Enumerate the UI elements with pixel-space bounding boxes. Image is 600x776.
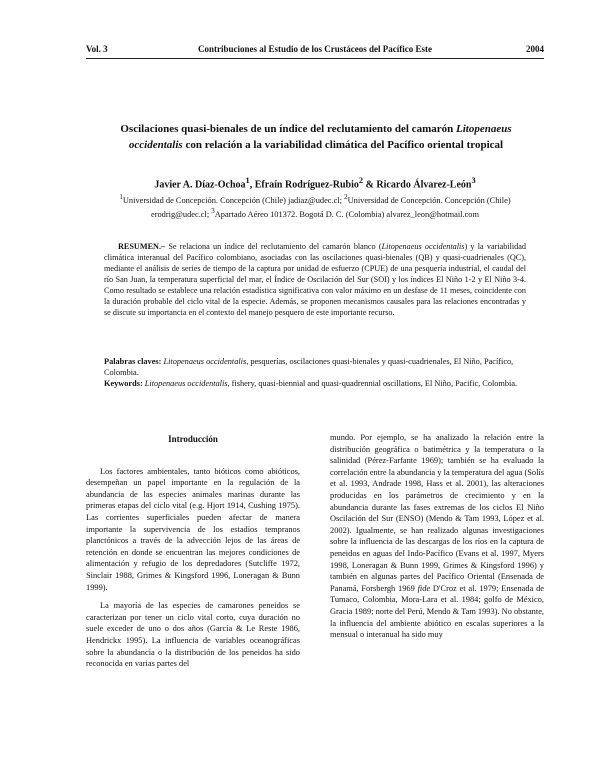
- author-2: Efraín Rodríguez-Rubio: [254, 179, 359, 191]
- keywords-spanish: [104, 356, 528, 378]
- author-3-affil-mark: 3: [471, 176, 476, 185]
- author-separator-1: ,: [249, 179, 255, 191]
- intro-continued-text-2: D'Croz et al. 1979; Ensenada de Tumaco, Colombia, Mora-Lara et al. 1984; golfo de México, Gracia 1989; norte del Perú, Mendo & Tam 1993). No obstante, la influencia del ambiente abiótico en escalas superiores a la mensual o interanual ha sido muy: [330, 583, 544, 640]
- abstract-species: Litopenaeus occidentalis: [381, 242, 465, 251]
- author-1: Javier A. Díaz-Ochoa: [154, 179, 246, 191]
- abstract-text-2: ) y la variabilidad climática interanual del Pacífico colombiano, asociadas con las oscilaciones quasi-bienales (QB) y quasi-cuadrienales (QC), mediante el análisis de series de tiempo de la captura por unidad de esfuerzo (CPUE) de una pesquería industrial, el caudal del río San Juan, la temperatura superficial del mar, el Índice de Oscilación del Sur (SOI) y los índices El Niño 1-2 y El Niño 3-4. Como resultado se establece una relación estadística significativa con valor máximo en un desfase de 11 meses, coincidente con la duración probable del ciclo vital de la especie. Además, se proponen mecanismos causales para las relaciones encontradas y se discute su importancia en el contexto del manejo pesquero de este importante recurso.: [104, 242, 526, 318]
- author-separator-2: &: [363, 179, 377, 191]
- affiliation-1: Universidad de Concepción. Concepción (Chile) jadiaz@udec.cl;: [122, 195, 345, 205]
- abstract-text-1: Se relaciona un índice del reclutamiento del camarón blanco (: [165, 242, 382, 251]
- keywords-es-species: Litopenaeus occidentalis: [163, 357, 247, 366]
- paper-title: [100, 121, 532, 153]
- keywords-es-text: , pesquerías, oscilaciones quasi-bienales y quasi-cuadrienales, El Niño, Pacífico, Colombia.: [104, 357, 514, 377]
- affiliation-2: Universidad de Concepción. Concepción (Chile): [347, 195, 511, 205]
- keywords-en-label: Keywords:: [104, 379, 143, 388]
- author-list: [86, 176, 544, 190]
- author-1-affil-mark: 1: [245, 176, 250, 185]
- keywords-english: [104, 378, 528, 389]
- running-header: [86, 44, 544, 58]
- volume-number: Vol. 3: [86, 44, 108, 54]
- keywords-en-species: Litopenaeus occidentalis: [144, 379, 228, 388]
- abstract: [104, 241, 526, 318]
- affil-mark-3: 3: [211, 207, 215, 216]
- intro-paragraph-1: Los factores ambientales, tanto bióticos como abióticos, desempeñan un papel importante en la regulación de la abundancia de las especies animales marinas durante las primeras etapas del ciclo vital (e.g. Hjort 1914, Cushing 1975). Las corrientes superficiales pueden afectar de manera importante la supervivencia de los estadíos tempranos planctónicos a través de la advección lejos de las áreas de retención en donde se encuentran las mejores condiciones de alimentación y refugio de los depredadores (Sutcliffe 1972, Sinclair 1988, Grimes & Kingsford 1996, Loneragan & Bunn 1999).: [86, 466, 300, 592]
- affil-mark-2: 2: [344, 193, 348, 201]
- journal-title: Contribuciones al Estudio de los Crustáceos del Pacífico Este: [198, 44, 432, 54]
- title-text-2: con relación a la variabilidad climática del Pacífico oriental tropical: [182, 139, 504, 151]
- intro-fide: fide: [417, 583, 431, 593]
- affiliation-3: Apartado Aéreo 101372. Bogotá D. C. (Colombia) alvarez_leon@hotmail.com: [214, 210, 479, 220]
- title-species: Litopenaeus occidentalis: [128, 123, 512, 151]
- header-rule: [86, 58, 544, 59]
- publication-year: 2004: [526, 44, 544, 54]
- intro-paragraph-2: La mayoría de las especies de camarones peneidos se caracterizan por tener un ciclo vital corto, cuya duración no suele exceder de uno o dos años (García & Le Reste 1986, Hendrickx 1995). La influencia de variables oceanográficas sobre la abundancia o la distribución de los peneidos ha sido reconocida en varias partes del: [86, 601, 300, 669]
- body-column-left: [86, 434, 300, 670]
- author-3: Ricardo Álvarez-León: [376, 179, 472, 191]
- abstract-label: RESUMEN.–: [118, 242, 166, 251]
- intro-continued-text-1: mundo. Por ejemplo, se ha analizado la relación entre la distribución geográfica o batimétrica y la temperatura o la salinidad (Pérez-Farfante 1969); también se ha evaluado la correlación entre la abundancia y la temperatura del agua (Solís et al. 1993, Andrade 1998, Hass et al. 2001), las alteraciones producidas en los parámetros de crecimiento y en la abundancia durante las fases extremas de los ciclos El Niño Oscilación del Sur (ENSO) (Mendo & Tam 1993, López et al. 2002). Igualmente, se han realizado algunas investigaciones sobre la influencia de las descargas de los ríos en la captura de peneidos en aguas del Indo-Pacífico (Evans et al. 1997, Myers 1998, Loneragan & Bunn 1999, Grimes & Kingsford 1996) y también en algunas partes del Pacífico Oriental (Ensenada de Panamá, Forsbergh 1969: [330, 433, 544, 593]
- keywords-en-text: , fishery, quasi-biennial and quasi-quadrennial oscillations, El Niño, Pacific, Colombia.: [227, 379, 518, 388]
- author-2-affil-mark: 2: [358, 176, 364, 185]
- section-heading-introduction: Introducción: [168, 434, 218, 444]
- title-text-1: Oscilaciones quasi-bienales de un índice del reclutamiento del camarón: [120, 123, 456, 135]
- intro-paragraph-2-continued: [330, 432, 544, 641]
- affil-mark-1: 1: [119, 193, 123, 201]
- affiliation-2-email: erodrig@udec.cl;: [150, 210, 212, 220]
- keywords-es-label: Palabras claves:: [104, 357, 162, 366]
- body-column-right: [330, 432, 544, 641]
- affiliations: [86, 192, 544, 221]
